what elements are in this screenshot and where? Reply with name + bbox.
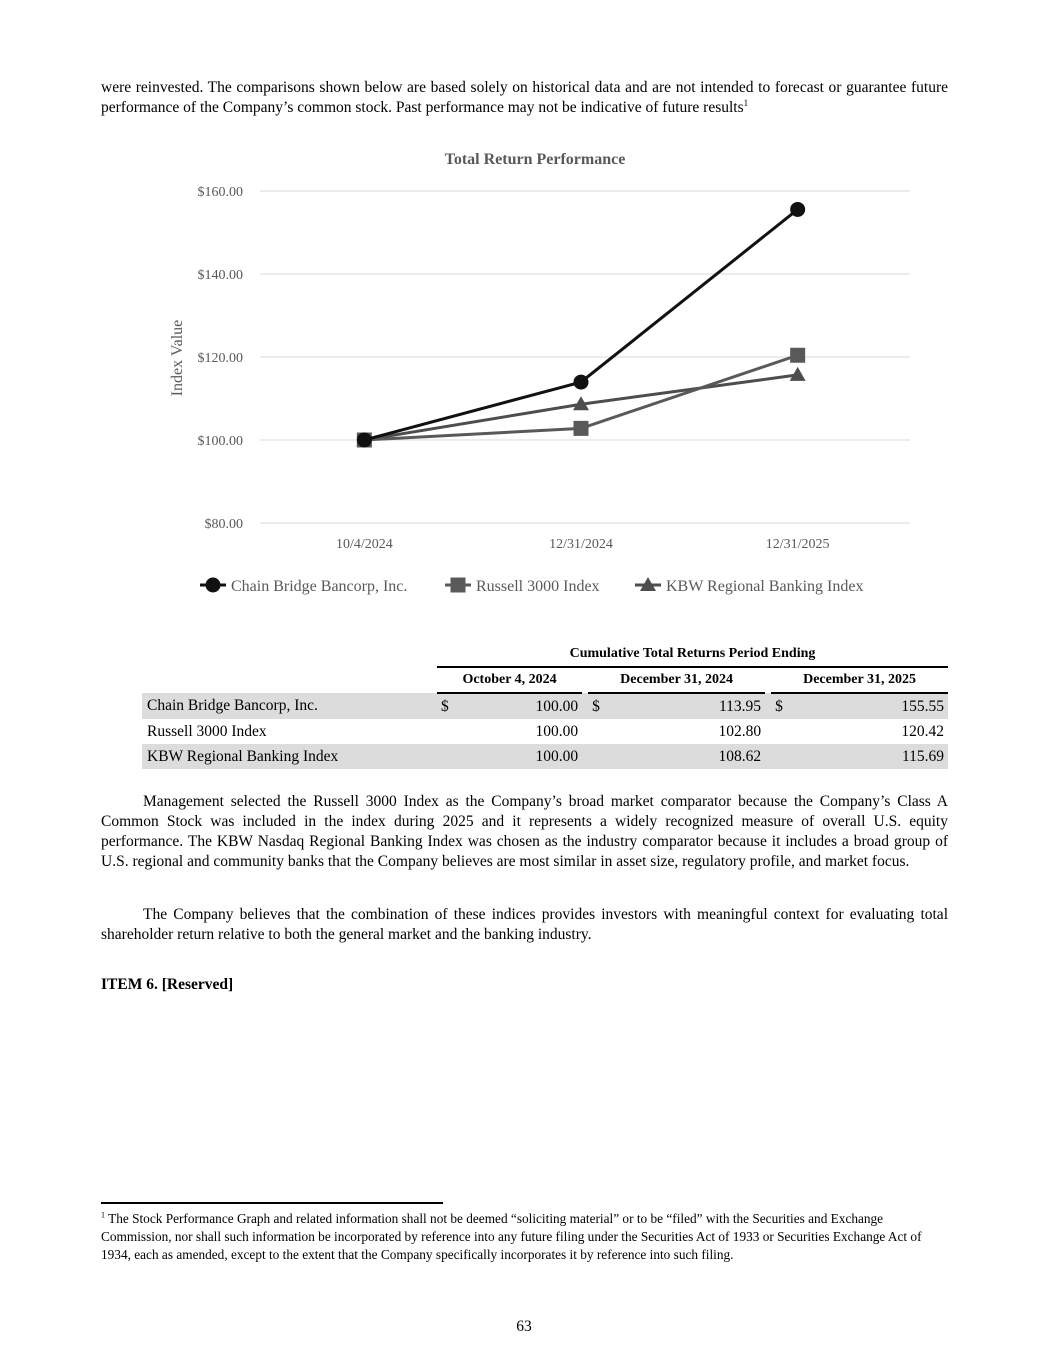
- footnote-text: The Stock Performance Graph and related information shall not be deemed “soliciting material” or to be “filed” with the Securities and Exchange Commission, nor shall such information be incorporated by reference into any future filing under the Securities Act of 1933 or Securities Exchange Act of 1934, each as amended, except to the extent that the Company specifically incorporates it by reference into such filing.: [101, 1211, 922, 1262]
- x-axis-ticks: [336, 537, 830, 552]
- x-tick-label: 10/4/2024: [335, 537, 393, 552]
- table-row: [142, 693, 948, 719]
- x-tick-label: 12/31/2025: [765, 537, 830, 552]
- footnote-divider: [101, 1202, 443, 1204]
- currency-symbol: [437, 719, 459, 744]
- legend-label: KBW Regional Banking Index: [666, 578, 864, 595]
- currency-symbol: $: [588, 693, 610, 719]
- cell-value: 100.00: [459, 744, 582, 769]
- cell-value: 100.00: [535, 722, 579, 740]
- y-tick-label: $100.00: [197, 434, 243, 449]
- cell-value: 108.62: [610, 744, 765, 769]
- legend-item: [445, 578, 600, 596]
- circle-icon: [206, 578, 221, 593]
- cell-value: 113.95: [610, 693, 765, 719]
- footnote-ref: 1: [743, 97, 749, 108]
- currency-symbol: [771, 719, 793, 744]
- circle-marker: [574, 375, 589, 390]
- page-number: 63: [516, 1318, 532, 1335]
- y-tick-label: $120.00: [197, 351, 243, 366]
- triangle-marker: [790, 367, 806, 381]
- management-paragraph: Management selected the Russell 3000 Index as the Company’s broad market comparator because the Company’s Class A Common Stock was included in the index during 2025 and it represents a widely recognized measure of overall U.S. equity performance. The KBW Nasdaq Regional Banking Index was chosen as the industry comparator because it includes a broad group of U.S. regional and community banks that the Company believes are most similar in asset size, regulatory profile, and market focus.: [101, 793, 948, 870]
- square-marker: [790, 348, 805, 363]
- currency-symbol: [588, 719, 610, 744]
- y-axis-label: Index Value: [169, 319, 186, 397]
- cell-value: 115.69: [793, 744, 948, 769]
- total-return-chart: [150, 140, 930, 610]
- cell-value: 155.55: [793, 693, 948, 719]
- circle-marker: [357, 433, 372, 448]
- legend-label: Chain Bridge Bancorp, Inc.: [231, 578, 408, 595]
- y-tick-label: $80.00: [204, 517, 243, 532]
- footnote: [101, 1210, 948, 1264]
- column-header: December 31, 2025: [771, 667, 948, 693]
- item-heading: ITEM 6. [Reserved]: [101, 976, 234, 993]
- series-chain-bridge-bancorp-inc: [357, 202, 805, 448]
- table-row: [142, 719, 948, 744]
- cell-value: 100.00: [459, 693, 582, 719]
- returns-table: [142, 642, 948, 769]
- currency-symbol: [588, 744, 610, 769]
- currency-symbol: [771, 744, 793, 769]
- currency-symbol: $: [771, 693, 793, 719]
- column-header: October 4, 2024: [437, 667, 582, 693]
- circle-marker: [790, 202, 805, 217]
- legend-item: [635, 577, 863, 595]
- currency-symbol: $: [437, 693, 459, 719]
- intro-paragraph: [101, 78, 948, 118]
- chart-grid: [260, 191, 910, 523]
- row-label: KBW Regional Banking Index: [142, 744, 437, 769]
- table-row: [142, 744, 948, 769]
- cell-value: 120.42: [901, 722, 944, 740]
- square-marker: [574, 421, 589, 436]
- cell-value: 102.80: [718, 722, 762, 740]
- chart-legend: [200, 577, 863, 595]
- y-tick-label: $160.00: [197, 185, 243, 200]
- footnote-marker: 1: [101, 1210, 105, 1220]
- legend-label: Russell 3000 Index: [476, 578, 600, 595]
- currency-symbol: [437, 744, 459, 769]
- chart-series: [356, 202, 805, 448]
- row-label: Chain Bridge Bancorp, Inc.: [142, 693, 437, 719]
- x-tick-label: 12/31/2024: [549, 537, 613, 552]
- legend-item: [200, 578, 407, 596]
- intro-text: were reinvested. The comparisons shown below are based solely on historical data and are not intended to forecast or guarantee future performance of the Company’s common stock. Past performance may not be indicative of future results: [101, 79, 948, 116]
- column-header: December 31, 2024: [588, 667, 765, 693]
- chart-title: Total Return Performance: [444, 151, 626, 168]
- y-tick-label: $140.00: [197, 268, 243, 283]
- y-axis-ticks: [198, 185, 244, 532]
- table-group-header: Cumulative Total Returns Period Ending: [437, 642, 948, 667]
- square-icon: [451, 578, 466, 593]
- row-label: Russell 3000 Index: [147, 722, 267, 740]
- combination-paragraph: The Company believes that the combination of these indices provides investors with meaningful context for evaluating total shareholder return relative to both the general market and the banking industry.: [101, 906, 948, 943]
